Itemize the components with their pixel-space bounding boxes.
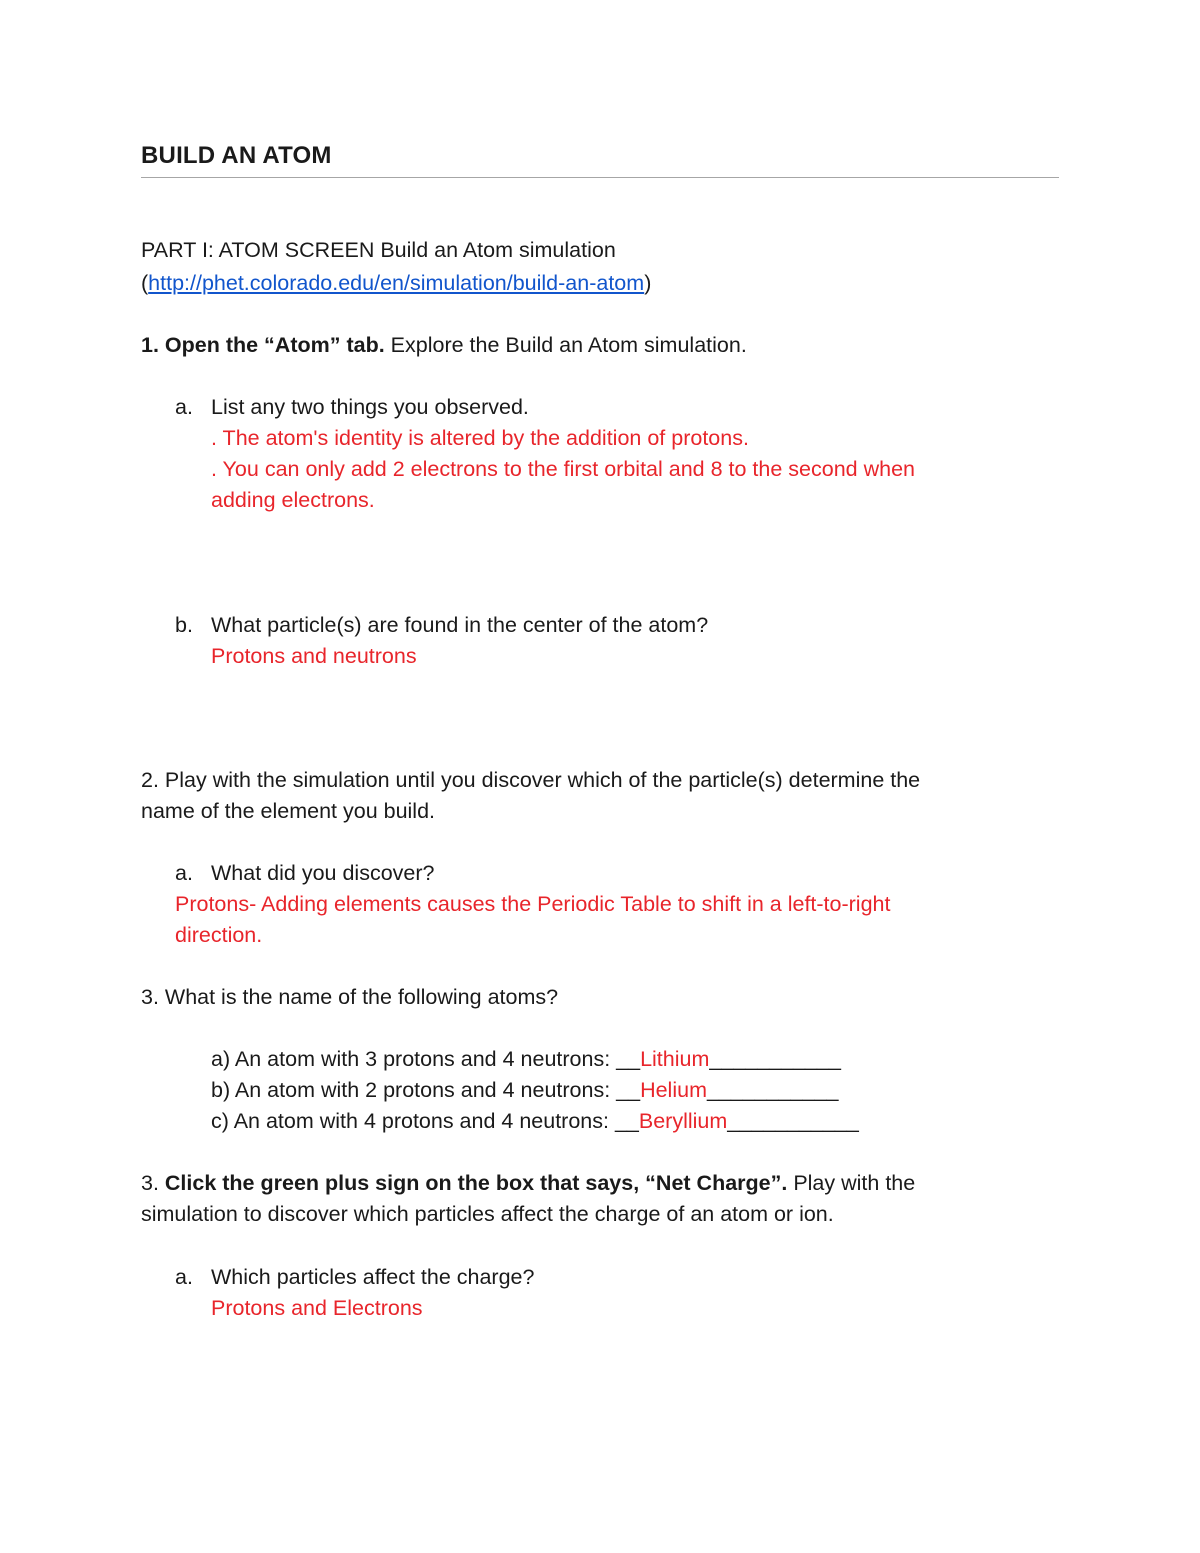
question-4-rest: Play with the [787,1171,916,1195]
q1a-answer-1: . The atom's identity is altered by the addition of protons. [211,426,749,450]
question-1-rest: Explore the Build an Atom simulation. [384,333,747,357]
q4a-marker: a. [175,1265,193,1289]
q1a-answer-3: adding electrons. [211,488,375,512]
q4a-question: Which particles affect the charge? [211,1265,535,1289]
question-3: 3. What is the name of the following atoms? [141,985,559,1009]
part1-heading: PART I: ATOM SCREEN Build an Atom simulation [141,238,616,262]
question-4-line-1 [141,1168,915,1199]
question-1 [141,330,747,361]
page-title: BUILD AN ATOM [141,142,332,169]
q3-item-a-answer: Lithium [640,1047,710,1071]
q1b-marker: b. [175,613,193,637]
question-2-line-1: 2. Play with the simulation until you discover which of the particle(s) determine the [141,768,921,792]
part1-link-line [141,268,651,299]
q1b-question: What particle(s) are found in the center of the atom? [211,613,709,637]
question-4-bold: Click the green plus sign on the box that says, “Net Charge”. [164,1171,788,1195]
q3-item-c-blank: ___________ [727,1109,859,1133]
q1a-answer-2: . You can only add 2 electrons to the first orbital and 8 to the second when [211,457,915,481]
q2a-marker: a. [175,861,193,885]
question-4-number: 3. [141,1171,165,1195]
q3-item-b [211,1075,839,1106]
link-close-paren: ) [644,271,652,295]
q3-item-a-prompt: a) An atom with 3 protons and 4 neutrons: __ [211,1047,641,1071]
q3-item-a [211,1044,841,1075]
q2a-question: What did you discover? [211,861,435,885]
q1b-answer: Protons and neutrons [211,644,417,668]
q2a-answer-2: direction. [175,923,263,947]
title-divider [141,177,1059,178]
q4a-answer: Protons and Electrons [211,1296,423,1320]
q3-item-a-blank: ___________ [709,1047,841,1071]
question-2-line-2: name of the element you build. [141,799,436,823]
question-1-bold: 1. Open the “Atom” tab. [141,333,385,357]
q3-item-b-answer: Helium [640,1078,707,1102]
q1a-question: List any two things you observed. [211,395,529,419]
simulation-link[interactable]: http://phet.colorado.edu/en/simulation/build-an-atom [148,271,645,295]
q3-item-b-blank: ___________ [706,1078,839,1102]
q1a-marker: a. [175,395,193,419]
q3-item-b-prompt: b) An atom with 2 protons and 4 neutrons: __ [211,1078,641,1102]
q2a-answer-1: Protons- Adding elements causes the Periodic Table to shift in a left-to-right [175,892,891,916]
q3-item-c-answer: Beryllium [638,1109,728,1133]
question-4-line-2: simulation to discover which particles affect the charge of an atom or ion. [141,1202,834,1226]
q3-item-c [211,1106,859,1137]
link-open-paren: ( [141,271,149,295]
q3-item-c-prompt: c) An atom with 4 protons and 4 neutrons: __ [211,1109,639,1133]
